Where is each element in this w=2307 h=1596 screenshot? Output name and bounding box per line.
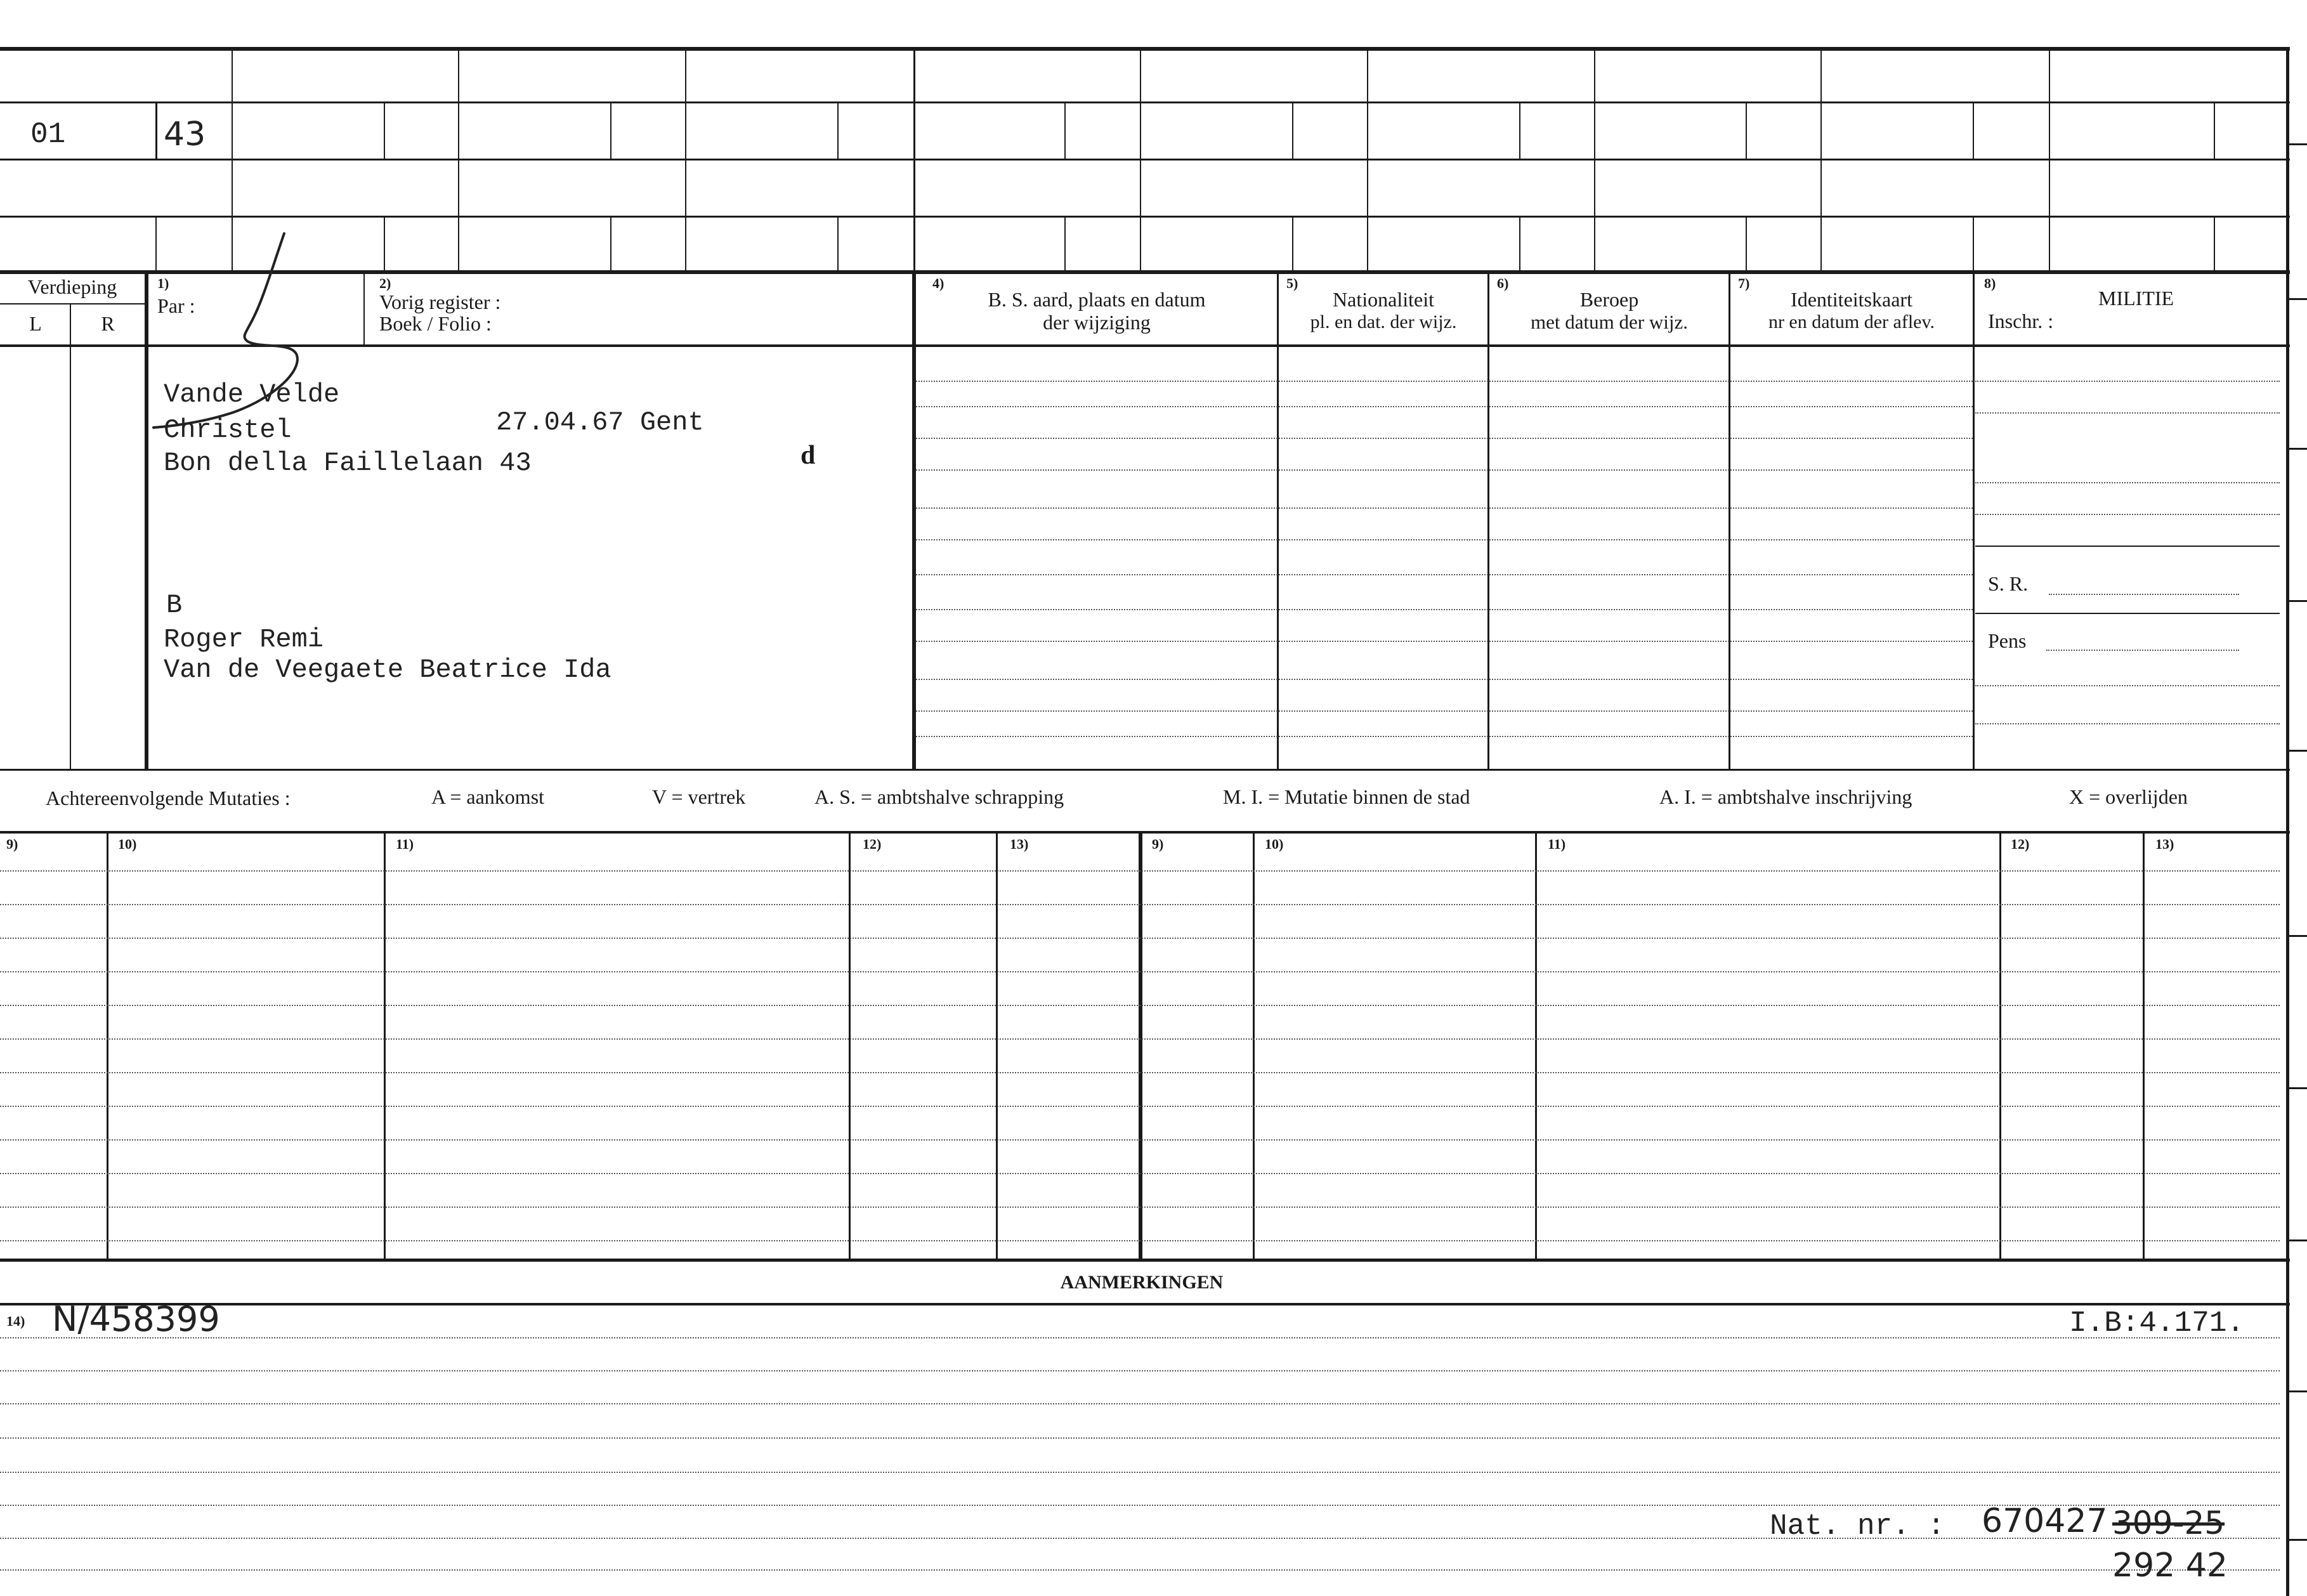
nat-nr-struck: 309-25 xyxy=(2112,1505,2225,1541)
nat-nr-new: 292 42 xyxy=(2112,1547,2228,1585)
legend-a: A = aankomst xyxy=(431,785,545,808)
col2-number: 2) xyxy=(379,275,391,291)
col5-line1: Nationaliteit xyxy=(1333,288,1434,311)
legend-x: X = overlijden xyxy=(2069,785,2188,808)
nat-nr-value: 670427 xyxy=(1982,1502,2108,1540)
col1-number: 1) xyxy=(157,275,169,291)
col4-line2: der wijziging xyxy=(1043,311,1151,334)
record-mark-b: B xyxy=(166,590,183,620)
left-col-11: 11) xyxy=(396,836,414,852)
col7-line2: nr en datum der aflev. xyxy=(1768,311,1935,332)
col5-number: 5) xyxy=(1286,275,1298,291)
remarks-title: AANMERKINGEN xyxy=(1060,1272,1224,1293)
right-col-12: 12) xyxy=(2011,836,2030,852)
militie-inschr: Inschr. : xyxy=(1988,310,2054,332)
left-col-12: 12) xyxy=(863,836,882,852)
remarks-number: 14) xyxy=(6,1313,25,1329)
col2-line1: Vorig register : xyxy=(379,291,501,313)
top-code-right: 43 xyxy=(164,115,206,154)
nat-nr-label: Nat. nr. : xyxy=(1770,1510,1945,1543)
right-col-11: 11) xyxy=(1548,836,1566,852)
record-father: Roger Remi xyxy=(164,624,324,655)
record-surname: Vande Velde xyxy=(164,379,340,410)
col6-line1: Beroep xyxy=(1579,288,1639,311)
record-mother: Van de Veegaete Beatrice Ida xyxy=(164,655,611,685)
col7-line1: Identiteitskaart xyxy=(1791,288,1912,311)
floor-right: R xyxy=(101,312,115,335)
legend-ai: A. I. = ambtshalve inschrijving xyxy=(1659,785,1912,808)
col6-line2: met datum der wijz. xyxy=(1531,311,1688,333)
floor-title: Verdieping xyxy=(27,275,117,298)
legend-mi: M. I. = Mutatie binnen de stad xyxy=(1223,785,1470,808)
col2-line2: Boek / Folio : xyxy=(379,312,492,335)
col7-number: 7) xyxy=(1738,275,1750,291)
col1-label: Par : xyxy=(157,294,195,317)
col4-number: 4) xyxy=(932,275,944,291)
left-col-9: 9) xyxy=(6,836,18,852)
col5-line2: pl. en dat. der wijz. xyxy=(1310,311,1457,332)
mutations-label: Achtereenvolgende Mutaties : xyxy=(46,787,291,809)
top-code-left: 01 xyxy=(30,118,66,151)
left-col-10: 10) xyxy=(118,836,137,852)
militie-pens: Pens xyxy=(1988,629,2027,652)
record-mark-d: d xyxy=(801,441,816,470)
militie-sr: S. R. xyxy=(1988,572,2029,595)
remarks-ib: I.B:4.171. xyxy=(2069,1307,2245,1340)
right-col-13: 13) xyxy=(2155,836,2174,852)
col4-line1: B. S. aard, plaats en datum xyxy=(988,288,1206,311)
col8-number: 8) xyxy=(1984,275,1996,291)
record-address: Bon della Faillelaan 43 xyxy=(164,448,532,478)
right-col-10: 10) xyxy=(1265,836,1284,852)
legend-as: A. S. = ambtshalve schrapping xyxy=(814,785,1064,808)
floor-left: L xyxy=(29,312,42,335)
col6-number: 6) xyxy=(1497,275,1509,291)
militie-title: MILITIE xyxy=(2098,287,2174,310)
remarks-value: N/458399 xyxy=(52,1299,220,1339)
legend-v: V = vertrek xyxy=(652,785,746,808)
handwritten-stroke xyxy=(146,228,311,431)
record-firstname: Christel xyxy=(164,415,292,445)
record-birth: 27.04.67 Gent xyxy=(496,407,704,438)
left-col-13: 13) xyxy=(1010,836,1029,852)
right-col-9: 9) xyxy=(1152,836,1164,852)
